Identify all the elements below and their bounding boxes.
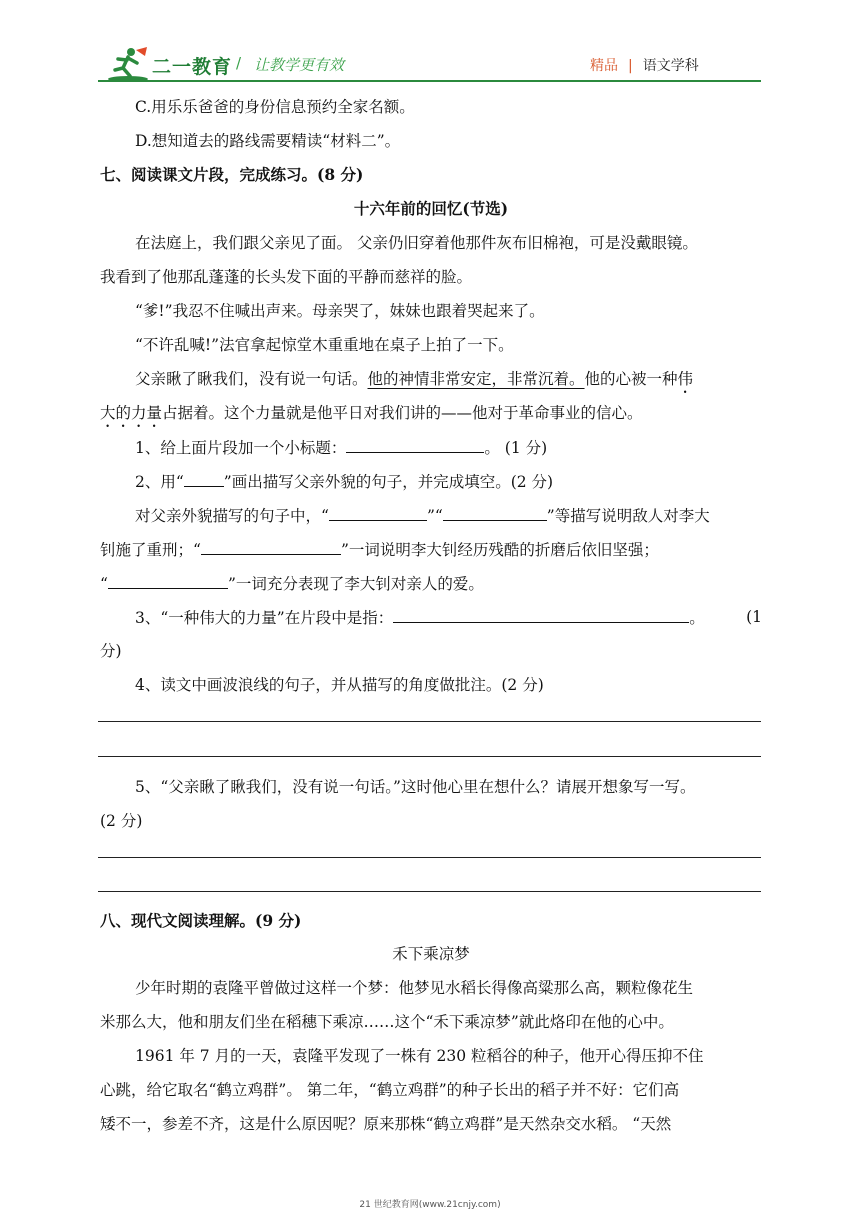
answer-blank[interactable] xyxy=(108,572,228,589)
passage-7-title: 十六年前的回忆(节选) xyxy=(353,199,509,218)
passage-7-line: “爹!”我忍不住喊出声来。母亲哭了，妹妹也跟着哭起来了。 xyxy=(135,302,545,320)
page-header xyxy=(0,0,860,82)
section-7-heading: 七、阅读课文片段，完成练习。(8 分) xyxy=(100,165,364,184)
option-c: C.用乐乐爸爸的身份信息预约全家名额。 xyxy=(135,98,415,116)
question-2-fill xyxy=(100,572,762,595)
question-text: ”画出描写父亲外貌的句子，并完成填空。(2 分) xyxy=(223,473,554,491)
answer-blank[interactable] xyxy=(329,504,427,521)
subject-label: 语文学科 xyxy=(642,58,699,74)
passage-8-title: 禾下乘凉梦 xyxy=(392,945,470,963)
passage-8-line: 少年时期的袁隆平曾做过这样一个梦：他梦见水稻长得像高粱那么高，颗粒像花生 xyxy=(135,979,694,997)
header-divider: | xyxy=(628,58,633,74)
passage-7-line xyxy=(135,368,762,397)
question-score: (1 xyxy=(746,608,762,626)
writing-line[interactable] xyxy=(98,721,761,722)
underlined-sentence: 他的神情非常安定，非常沉着。 xyxy=(367,370,585,388)
text-segment: 父亲瞅了瞅我们，没有说一句话。 xyxy=(135,370,368,388)
passage-8-line: 1961 年 7 月的一天，袁隆平发现了一株有 230 粒稻谷的种子，他开心得压抑不住 xyxy=(135,1047,704,1065)
page-footer: 21 世纪教育网(www.21cnjy.com) xyxy=(359,1200,501,1210)
dotted-text: 大的力量 xyxy=(100,404,163,422)
header-rule xyxy=(98,80,761,82)
header-right xyxy=(590,55,699,75)
brand-slogan: 让教学更有效 xyxy=(254,56,345,74)
passage-8-line: 米那么大，他和朋友们坐在稻穗下乘凉……这个“禾下乘凉梦”就此烙印在他的心中。 xyxy=(100,1013,674,1031)
passage-8-line: 矮不一，参差不齐，这是什么原因呢？原来那株“鹤立鸡群”是天然杂交水稻。 “天然 xyxy=(100,1115,672,1133)
dotted-text: 伟 xyxy=(677,370,694,388)
brand-name: 二一教育 xyxy=(152,56,233,78)
question-text: ”一词说明李大钊经历残酷的折磨后依旧坚强； xyxy=(340,541,659,559)
question-text: 钊施了重刑；“ xyxy=(100,541,201,559)
question-text: 对父亲外貌描写的句子中，“ xyxy=(135,507,329,525)
question-1 xyxy=(135,436,762,459)
question-2 xyxy=(135,470,762,493)
writing-line[interactable] xyxy=(98,857,761,858)
question-5-score: (2 分) xyxy=(100,812,143,830)
passage-8-line: 心跳，给它取名“鹤立鸡群”。 第二年，“鹤立鸡群”的种子长出的稻子并不好：它们高 xyxy=(100,1081,680,1099)
question-text: ”“ xyxy=(426,507,443,525)
underline-sample xyxy=(184,470,224,487)
passage-7-line: 在法庭上，我们跟父亲见了面。 父亲仍旧穿着他那件灰布旧棉袍，可是没戴眼镜。 xyxy=(135,234,698,252)
question-text: 。 (1 分) xyxy=(484,439,548,457)
question-3 xyxy=(135,606,762,629)
passage-7-line: “不许乱喊!”法官拿起惊堂木重重地在桌子上拍了一下。 xyxy=(135,336,514,354)
writing-line[interactable] xyxy=(98,756,761,757)
question-text: 。 xyxy=(689,609,705,627)
runner-logo-icon xyxy=(106,46,150,84)
quality-badge: 精品 xyxy=(590,58,618,74)
question-text: 1、给上面片段加一个小标题： xyxy=(135,439,347,457)
question-text: ”等描写说明敌人对李大 xyxy=(546,507,710,525)
question-text: ”一词充分表现了李大钊对亲人的爱。 xyxy=(227,575,484,593)
question-3-score: 分) xyxy=(100,642,122,660)
question-text: 3、“一种伟大的力量”在片段中是指： xyxy=(135,609,394,627)
text-segment: 他的心被一种 xyxy=(584,370,678,388)
answer-blank[interactable] xyxy=(346,436,484,453)
answer-blank[interactable] xyxy=(443,504,547,521)
answer-blank[interactable] xyxy=(201,538,341,555)
section-8-heading: 八、现代文阅读理解。(9 分) xyxy=(100,911,302,930)
answer-blank[interactable] xyxy=(393,606,689,623)
header-slash: / xyxy=(236,54,242,72)
question-text: “ xyxy=(100,575,108,593)
text-segment: 占据着。这个力量就是他平日对我们讲的——他对于革命事业的信心。 xyxy=(162,404,643,422)
writing-line[interactable] xyxy=(98,891,761,892)
passage-7-line: 我看到了他那乱蓬蓬的长头发下面的平静而慈祥的脸。 xyxy=(100,268,473,286)
question-5: 5、“父亲瞅了瞅我们，没有说一句话。”这时他心里在想什么？请展开想象写一写。 xyxy=(135,778,696,796)
option-d: D.想知道去的路线需要精读“材料二”。 xyxy=(135,132,401,150)
passage-7-line xyxy=(100,402,762,431)
question-text: 2、用“ xyxy=(135,473,184,491)
question-2-fill xyxy=(100,538,762,561)
question-4: 4、读文中画波浪线的句子，并从描写的角度做批注。(2 分) xyxy=(135,676,544,694)
question-2-fill xyxy=(135,504,762,527)
